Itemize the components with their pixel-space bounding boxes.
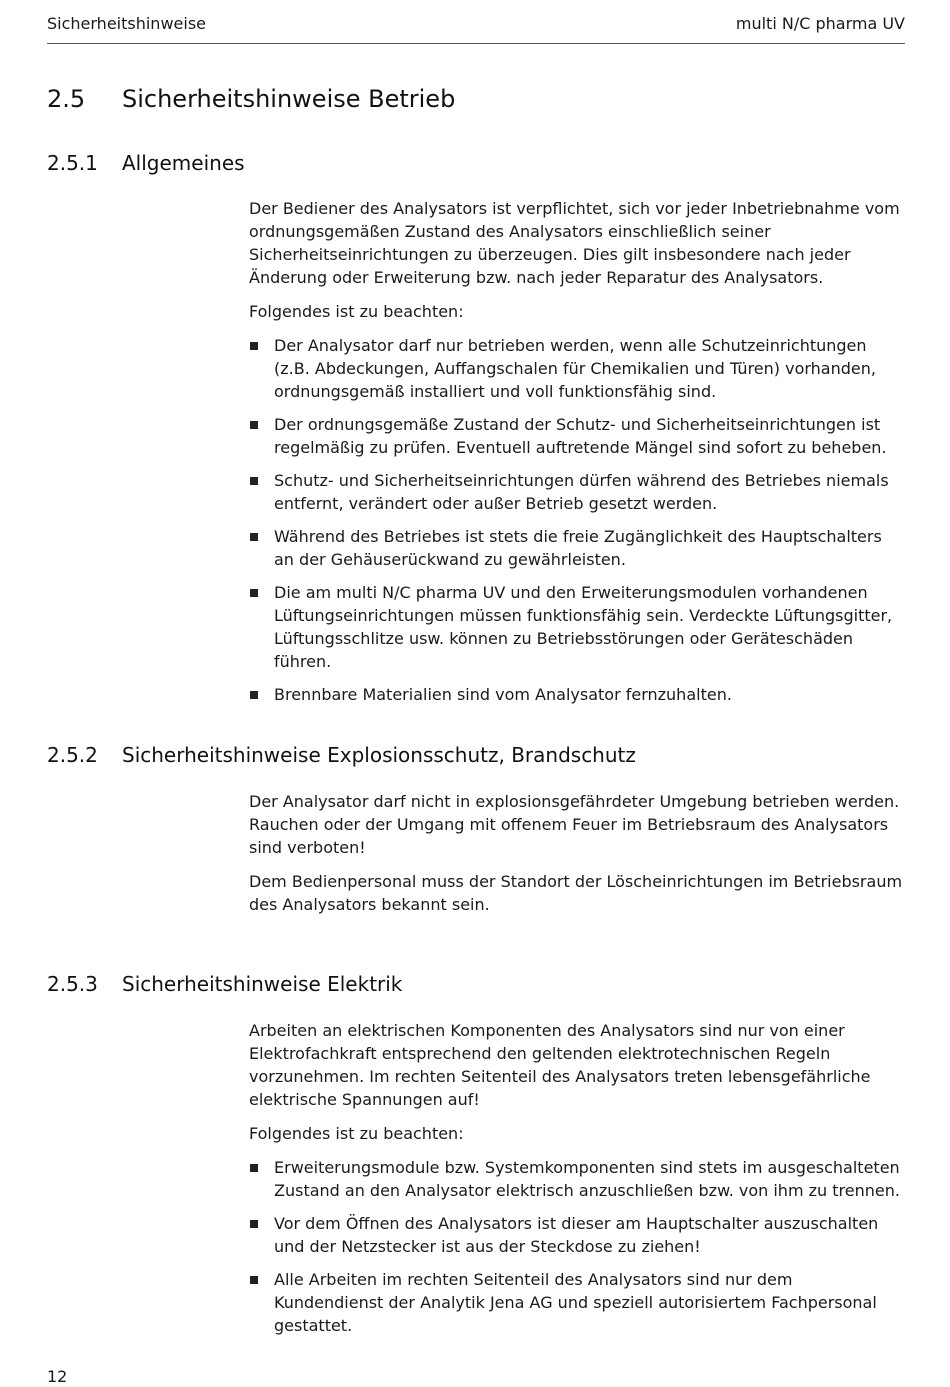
page-number: 12: [47, 1367, 68, 1386]
section-heading-2-5-1: [47, 150, 245, 176]
section-title: Sicherheitshinweise Betrieb: [122, 85, 456, 113]
section-heading-2-5-2: [47, 742, 636, 768]
square-bullet-icon: [250, 691, 258, 699]
section-title: Allgemeines: [122, 151, 245, 175]
section-number: 2.5.3: [47, 972, 98, 996]
paragraph: Folgendes ist zu beachten:: [249, 302, 464, 321]
list-item: [249, 1268, 905, 1337]
list-item-text: Der Analysator darf nur betrieben werden, wenn alle Schutzeinrichtungen (z.B. Abdeckungen, Auffangschalen für Chemikalien und Türen) vorhanden, ordnungsgemäß installiert und voll funktionsfähig sind.: [274, 336, 876, 401]
page-header: [47, 12, 905, 44]
paragraph: Der Analysator darf nicht in explosionsgefährdeter Umgebung betrieben werden. Rauchen oder der Umgang mit offenem Feuer im Betriebsraum des Analysators sind verboten!: [249, 792, 900, 857]
square-bullet-icon: [250, 421, 258, 429]
list-item-text: Brennbare Materialien sind vom Analysator fernzuhalten.: [274, 685, 732, 704]
list-item: [249, 1212, 905, 1258]
paragraph: Der Bediener des Analysators ist verpflichtet, sich vor jeder Inbetriebnahme vom ordnungsgemäßen Zustand des Analysators einschließlich seiner Sicherheitseinrichtungen zu überzeugen. Dies gilt insbesondere nach jeder Änderung oder Erweiterung bzw. nach jeder Reparatur des Analysators.: [249, 199, 900, 287]
list-item: [249, 525, 905, 571]
square-bullet-icon: [250, 342, 258, 350]
square-bullet-icon: [250, 533, 258, 541]
section-title: Sicherheitshinweise Explosionsschutz, Brandschutz: [122, 743, 636, 767]
square-bullet-icon: [250, 477, 258, 485]
section-2-5-1-body: [249, 197, 905, 716]
square-bullet-icon: [250, 1276, 258, 1284]
header-chapter-title: Sicherheitshinweise: [47, 14, 206, 33]
bullet-list: [249, 1156, 905, 1337]
paragraph: Dem Bedienpersonal muss der Standort der Löscheinrichtungen im Betriebsraum des Analysators bekannt sein.: [249, 872, 903, 914]
list-item: [249, 683, 905, 706]
list-item-text: Die am multi N/C pharma UV und den Erweiterungsmodulen vorhandenen Lüftungseinrichtungen müssen funktionsfähig sein. Verdeckte Lüftungsgitter, Lüftungsschlitze usw. können zu Betriebsstörungen oder Geräteschäden führen.: [274, 583, 893, 671]
square-bullet-icon: [250, 589, 258, 597]
list-item: [249, 413, 905, 459]
list-item: [249, 469, 905, 515]
bullet-list: [249, 334, 905, 706]
square-bullet-icon: [250, 1220, 258, 1228]
section-title: Sicherheitshinweise Elektrik: [122, 972, 403, 996]
list-item: [249, 334, 905, 403]
section-2-5-2-body: [249, 790, 905, 927]
list-item: [249, 581, 905, 673]
section-2-5-3-body: [249, 1019, 905, 1347]
section-number: 2.5: [47, 85, 86, 113]
list-item-text: Schutz- und Sicherheitseinrichtungen dürfen während des Betriebes niemals entfernt, verändert oder außer Betrieb gesetzt werden.: [274, 471, 889, 513]
paragraph: Folgendes ist zu beachten:: [249, 1124, 464, 1143]
list-item-text: Der ordnungsgemäße Zustand der Schutz- und Sicherheitseinrichtungen ist regelmäßig zu prüfen. Eventuell auftretende Mängel sind sofort zu beheben.: [274, 415, 887, 457]
square-bullet-icon: [250, 1164, 258, 1172]
section-heading-2-5-3: [47, 971, 402, 997]
header-product-name: multi N/C pharma UV: [735, 14, 905, 33]
list-item-text: Vor dem Öffnen des Analysators ist dieser am Hauptschalter auszuschalten und der Netzstecker ist aus der Steckdose zu ziehen!: [274, 1214, 879, 1256]
list-item-text: Alle Arbeiten im rechten Seitenteil des Analysators sind nur dem Kundendienst der Analytik Jena AG und speziell autorisiertem Fachpersonal gestattet.: [274, 1270, 877, 1335]
list-item-text: Während des Betriebes ist stets die freie Zugänglichkeit des Hauptschalters an der Gehäuserückwand zu gewährleisten.: [274, 527, 882, 569]
list-item: [249, 1156, 905, 1202]
list-item-text: Erweiterungsmodule bzw. Systemkomponenten sind stets im ausgeschalteten Zustand an den Analysator elektrisch anzuschließen bzw. von ihm zu trennen.: [274, 1158, 900, 1200]
section-number: 2.5.2: [47, 743, 98, 767]
paragraph: Arbeiten an elektrischen Komponenten des Analysators sind nur von einer Elektrofachkraft entsprechend den geltenden elektrotechnischen Regeln vorzunehmen. Im rechten Seitenteil des Analysators treten lebensgefährliche elektrische Spannungen auf!: [249, 1021, 871, 1109]
section-heading-2-5: [47, 84, 455, 114]
section-number: 2.5.1: [47, 151, 98, 175]
